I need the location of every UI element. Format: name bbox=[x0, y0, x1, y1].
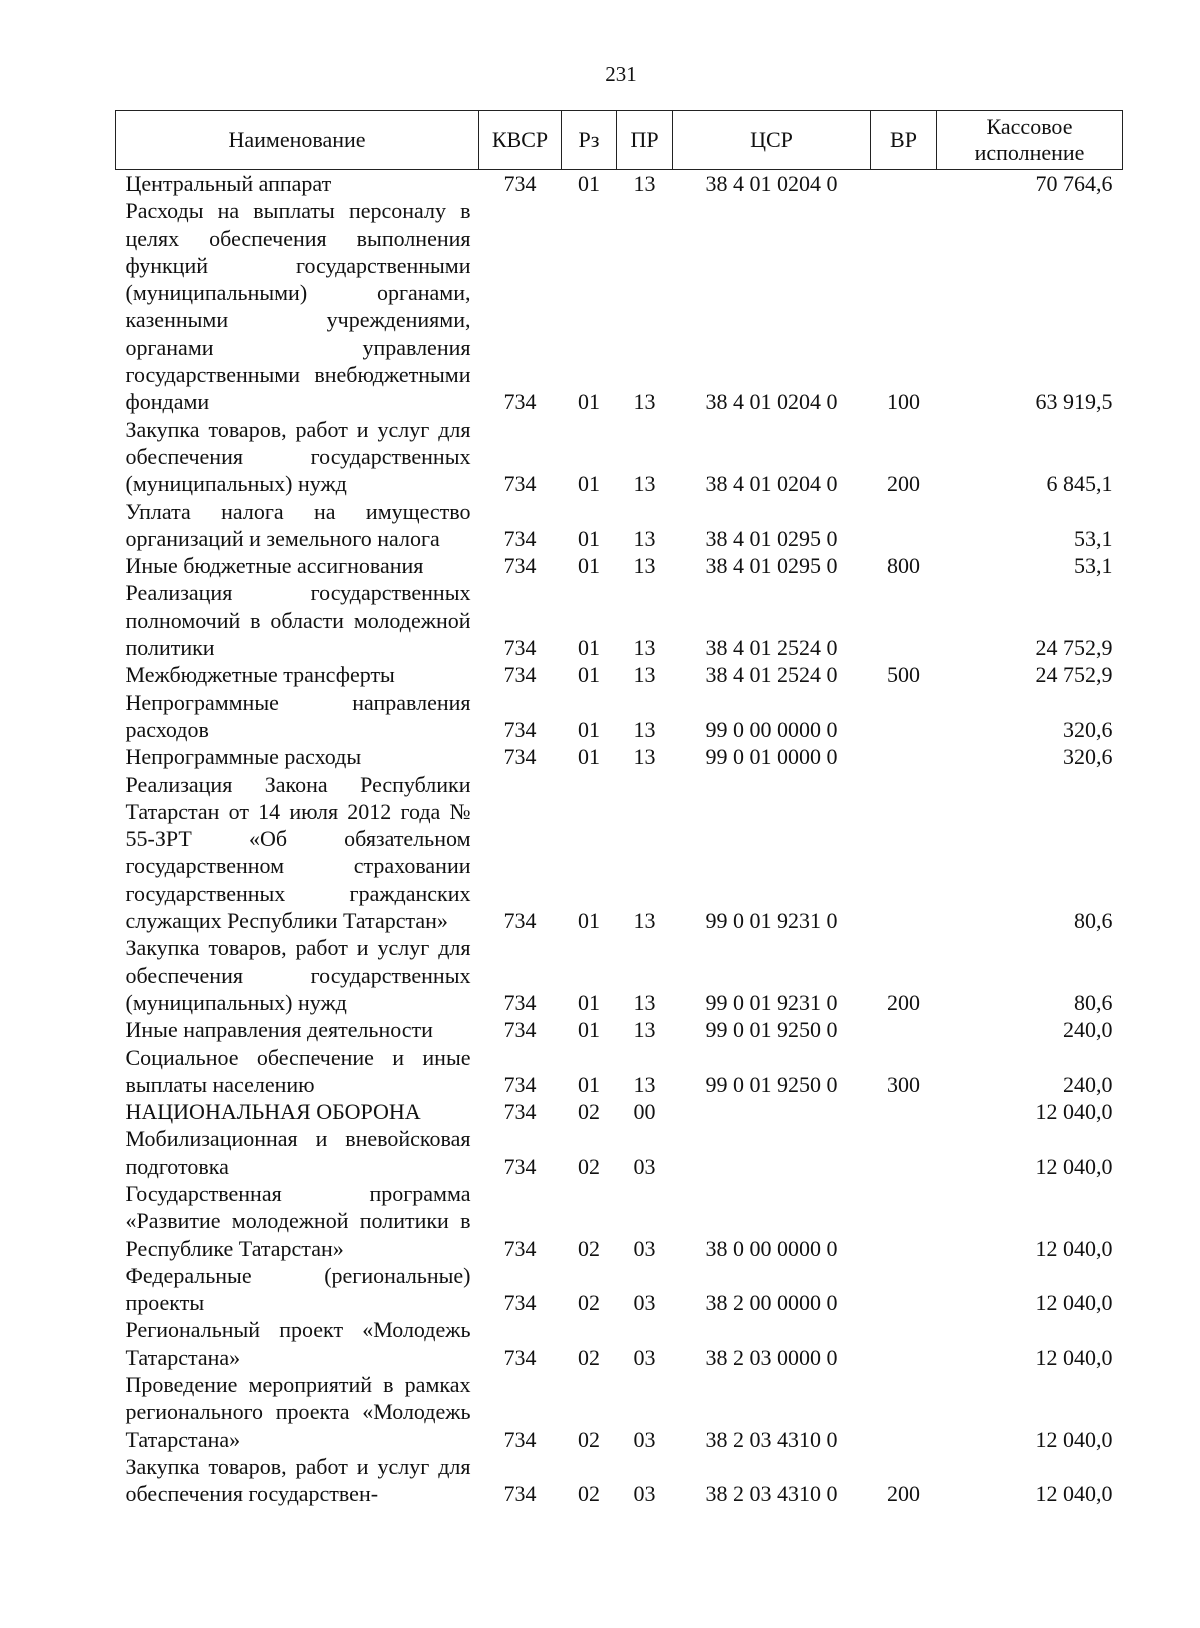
cell-kvsr: 734 bbox=[503, 1153, 537, 1179]
header-vr: ВР bbox=[871, 111, 937, 170]
cell-rz: 02 bbox=[578, 1481, 600, 1507]
cell-amount: 70 764,6 bbox=[1035, 171, 1113, 196]
cell-csr: 38 4 01 0204 0 bbox=[705, 171, 838, 196]
cell-amount: 12 040,0 bbox=[1035, 1426, 1113, 1452]
cell-kvsr: 734 bbox=[503, 1071, 537, 1097]
cell-amount: 320,6 bbox=[1063, 716, 1113, 742]
cell-rz: 01 bbox=[578, 744, 600, 770]
cell-name: Уплата налога на имущество организаций и земельного налога bbox=[125, 498, 471, 551]
cell-csr: 38 4 01 0204 0 bbox=[705, 389, 838, 415]
cell-amount: 63 919,5 bbox=[1035, 389, 1113, 415]
table-row bbox=[116, 170, 1123, 198]
cell-amount: 320,6 bbox=[1063, 744, 1113, 770]
cell-csr: 38 2 03 4310 0 bbox=[705, 1426, 838, 1452]
cell-pr: 13 bbox=[633, 989, 656, 1015]
cell-pr: 13 bbox=[633, 716, 656, 742]
cell-vr bbox=[871, 743, 937, 770]
cell-name: Расходы на выплаты персоналу в целях обеспечения выполнения функций государственными (муниципальными) органами, казенными учреждениями, органами управления государственными внебюджетными фондами bbox=[125, 198, 471, 415]
table-row bbox=[116, 689, 1123, 744]
cell-rz: 02 bbox=[578, 1235, 600, 1261]
header-row bbox=[116, 111, 1123, 170]
cell-name: НАЦИОНАЛЬНАЯ ОБОРОНА bbox=[125, 1099, 421, 1125]
cell-pr: 13 bbox=[633, 662, 656, 688]
cell-amount: 53,1 bbox=[1074, 525, 1113, 551]
cell-pr: 13 bbox=[633, 553, 656, 579]
cell-pr: 03 bbox=[633, 1153, 656, 1179]
cell-csr: 38 2 00 0000 0 bbox=[705, 1290, 838, 1316]
cell-amount: 80,6 bbox=[1074, 989, 1113, 1015]
header-pr: ПР bbox=[617, 111, 673, 170]
cell-csr: 99 0 01 9250 0 bbox=[705, 1071, 838, 1097]
cell-vr bbox=[871, 1316, 937, 1371]
table-header bbox=[116, 111, 1123, 170]
cell-name: Непрограммные направления расходов bbox=[125, 689, 471, 742]
cell-name: Региональный проект «Молодежь Татарстана» bbox=[125, 1317, 471, 1370]
cell-csr: 99 0 00 0000 0 bbox=[705, 716, 838, 742]
cell-kvsr: 734 bbox=[503, 989, 537, 1015]
page-number: 231 bbox=[605, 62, 637, 86]
cell-pr: 13 bbox=[633, 471, 656, 497]
table-row bbox=[116, 579, 1123, 661]
cell-kvsr: 734 bbox=[503, 1481, 537, 1507]
cell-name: Государственная программа «Развитие молодежной политики в Республике Татарстан» bbox=[125, 1180, 471, 1261]
header-name: Наименование bbox=[116, 111, 479, 170]
cell-name: Реализация государственных полномочий в области молодежной политики bbox=[125, 580, 471, 661]
cell-vr bbox=[871, 1125, 937, 1180]
cell-name: Мобилизационная и вневойсковая подготовка bbox=[125, 1126, 471, 1179]
cell-pr: 03 bbox=[633, 1481, 656, 1507]
cell-pr: 13 bbox=[633, 1071, 656, 1097]
cell-amount: 53,1 bbox=[1074, 553, 1113, 579]
cell-amount: 12 040,0 bbox=[1035, 1099, 1113, 1125]
cell-amount: 6 845,1 bbox=[1046, 471, 1113, 497]
cell-pr: 03 bbox=[633, 1235, 656, 1261]
cell-rz: 01 bbox=[578, 171, 600, 196]
cell-vr: 300 bbox=[887, 1071, 920, 1097]
table-row bbox=[116, 1371, 1123, 1453]
cell-vr bbox=[871, 498, 937, 553]
cell-rz: 01 bbox=[578, 635, 600, 661]
cell-rz: 02 bbox=[578, 1344, 600, 1370]
cell-vr bbox=[871, 579, 937, 661]
cell-pr: 13 bbox=[633, 525, 656, 551]
cell-rz: 01 bbox=[578, 553, 600, 579]
cell-rz: 01 bbox=[578, 389, 600, 415]
header-rz: Рз bbox=[562, 111, 617, 170]
table-row bbox=[116, 1316, 1123, 1371]
cell-kvsr: 734 bbox=[503, 525, 537, 551]
cell-pr: 03 bbox=[633, 1344, 656, 1370]
cell-rz: 02 bbox=[578, 1426, 600, 1452]
cell-name: Межбюджетные трансферты bbox=[125, 662, 395, 688]
cell-csr: 38 4 01 2524 0 bbox=[705, 635, 838, 661]
cell-name: Закупка товаров, работ и услуг для обеспечения государственных (муниципальных) нужд bbox=[125, 416, 471, 497]
table-row bbox=[116, 743, 1123, 770]
cell-rz: 02 bbox=[578, 1153, 600, 1179]
cell-amount: 24 752,9 bbox=[1035, 662, 1113, 688]
cell-amount: 12 040,0 bbox=[1035, 1290, 1113, 1316]
cell-kvsr: 734 bbox=[503, 471, 537, 497]
table-row bbox=[116, 1180, 1123, 1262]
cell-kvsr: 734 bbox=[503, 553, 537, 579]
cell-pr: 13 bbox=[633, 1017, 656, 1043]
table-row bbox=[116, 197, 1123, 415]
cell-name: Социальное обеспечение и иные выплаты населению bbox=[125, 1044, 471, 1097]
table-row bbox=[116, 661, 1123, 688]
cell-vr bbox=[871, 170, 937, 198]
table-row bbox=[116, 1044, 1123, 1099]
cell-vr bbox=[871, 1371, 937, 1453]
cell-name: Иные бюджетные ассигнования bbox=[125, 553, 424, 579]
cell-kvsr: 734 bbox=[503, 1017, 537, 1043]
cell-vr: 100 bbox=[887, 389, 920, 415]
table-row bbox=[116, 934, 1123, 1016]
cell-pr: 13 bbox=[633, 744, 656, 770]
cell-pr: 13 bbox=[633, 389, 656, 415]
table-row bbox=[116, 771, 1123, 935]
header-amount: Кассовое исполнение bbox=[937, 111, 1123, 170]
cell-amount: 12 040,0 bbox=[1035, 1481, 1113, 1507]
cell-vr: 200 bbox=[887, 1481, 920, 1507]
cell-vr: 200 bbox=[887, 471, 920, 497]
cell-vr bbox=[871, 1016, 937, 1043]
cell-kvsr: 734 bbox=[503, 1344, 537, 1370]
cell-vr bbox=[871, 1098, 937, 1125]
cell-amount: 80,6 bbox=[1074, 908, 1113, 934]
cell-pr: 00 bbox=[633, 1099, 656, 1125]
table-row bbox=[116, 498, 1123, 553]
cell-pr: 03 bbox=[633, 1290, 656, 1316]
cell-rz: 01 bbox=[578, 716, 600, 742]
cell-rz: 02 bbox=[578, 1290, 600, 1316]
table-body bbox=[116, 170, 1123, 1508]
cell-csr: 38 0 00 0000 0 bbox=[705, 1235, 838, 1261]
cell-kvsr: 734 bbox=[503, 1235, 537, 1261]
cell-csr: 38 4 01 0295 0 bbox=[705, 525, 838, 551]
cell-rz: 02 bbox=[578, 1099, 600, 1125]
cell-csr bbox=[673, 1125, 871, 1180]
table-row bbox=[116, 416, 1123, 498]
cell-name: Закупка товаров, работ и услуг для обеспечения государственных (муниципальных) нужд bbox=[125, 935, 471, 1015]
cell-csr: 99 0 01 0000 0 bbox=[705, 744, 838, 770]
cell-csr: 38 2 03 4310 0 bbox=[705, 1481, 838, 1507]
cell-csr: 99 0 01 9231 0 bbox=[705, 908, 838, 934]
cell-rz: 01 bbox=[578, 1071, 600, 1097]
cell-amount: 12 040,0 bbox=[1035, 1153, 1113, 1179]
cell-name: Федеральные (региональные) проекты bbox=[125, 1262, 471, 1316]
cell-rz: 01 bbox=[578, 908, 600, 934]
cell-rz: 01 bbox=[578, 471, 600, 497]
cell-kvsr: 734 bbox=[503, 1290, 537, 1316]
cell-amount: 240,0 bbox=[1063, 1071, 1113, 1097]
cell-pr: 13 bbox=[633, 171, 656, 196]
cell-name: Непрограммные расходы bbox=[125, 744, 362, 770]
cell-csr: 38 2 03 0000 0 bbox=[705, 1344, 838, 1370]
cell-kvsr: 734 bbox=[503, 908, 537, 934]
cell-amount: 24 752,9 bbox=[1035, 635, 1113, 661]
cell-vr: 800 bbox=[887, 553, 920, 579]
table-row bbox=[116, 1125, 1123, 1180]
header-kvsr: КВСР bbox=[479, 111, 562, 170]
cell-pr: 03 bbox=[633, 1426, 656, 1452]
cell-vr bbox=[871, 689, 937, 744]
header-csr: ЦСР bbox=[673, 111, 871, 170]
cell-csr: 38 4 01 2524 0 bbox=[705, 662, 838, 688]
cell-csr: 38 4 01 0295 0 bbox=[705, 553, 838, 579]
cell-amount: 240,0 bbox=[1063, 1017, 1113, 1043]
cell-kvsr: 734 bbox=[503, 662, 537, 688]
cell-name: Закупка товаров, работ и услуг для обеспечения государствен- bbox=[125, 1453, 471, 1507]
cell-rz: 01 bbox=[578, 989, 600, 1015]
cell-vr: 200 bbox=[887, 989, 920, 1015]
cell-kvsr: 734 bbox=[503, 1099, 537, 1125]
cell-name: Проведение мероприятий в рамках регионального проекта «Молодежь Татарстана» bbox=[125, 1372, 471, 1452]
cell-kvsr: 734 bbox=[503, 716, 537, 742]
cell-csr: 38 4 01 0204 0 bbox=[705, 471, 838, 497]
cell-pr: 13 bbox=[633, 635, 656, 661]
cell-pr: 13 bbox=[633, 908, 656, 934]
cell-csr: 99 0 01 9250 0 bbox=[705, 1017, 838, 1043]
table-row bbox=[116, 552, 1123, 579]
cell-vr bbox=[871, 1180, 937, 1262]
cell-rz: 01 bbox=[578, 1017, 600, 1043]
cell-rz: 01 bbox=[578, 662, 600, 688]
cell-vr: 500 bbox=[887, 662, 920, 688]
table-row bbox=[116, 1262, 1123, 1317]
budget-execution-table bbox=[115, 110, 1123, 1508]
cell-kvsr: 734 bbox=[503, 635, 537, 661]
table-row bbox=[116, 1098, 1123, 1125]
cell-amount: 12 040,0 bbox=[1035, 1344, 1113, 1370]
table-row bbox=[116, 1453, 1123, 1508]
cell-kvsr: 734 bbox=[503, 744, 537, 770]
cell-kvsr: 734 bbox=[503, 389, 537, 415]
cell-name: Центральный аппарат bbox=[125, 171, 332, 196]
cell-csr: 99 0 01 9231 0 bbox=[705, 989, 838, 1015]
cell-kvsr: 734 bbox=[503, 171, 537, 196]
table-row bbox=[116, 1016, 1123, 1043]
cell-amount: 12 040,0 bbox=[1035, 1235, 1113, 1261]
cell-vr bbox=[871, 1262, 937, 1317]
cell-csr bbox=[673, 1098, 871, 1125]
cell-name: Иные направления деятельности bbox=[125, 1017, 433, 1043]
cell-rz: 01 bbox=[578, 525, 600, 551]
cell-name: Реализация Закона Республики Татарстан от 14 июля 2012 года № 55-ЗРТ «Об обязательном государственном страховании государственных гражданских служащих Республики Татарстан» bbox=[125, 771, 471, 934]
cell-vr bbox=[871, 771, 937, 935]
cell-kvsr: 734 bbox=[503, 1426, 537, 1452]
